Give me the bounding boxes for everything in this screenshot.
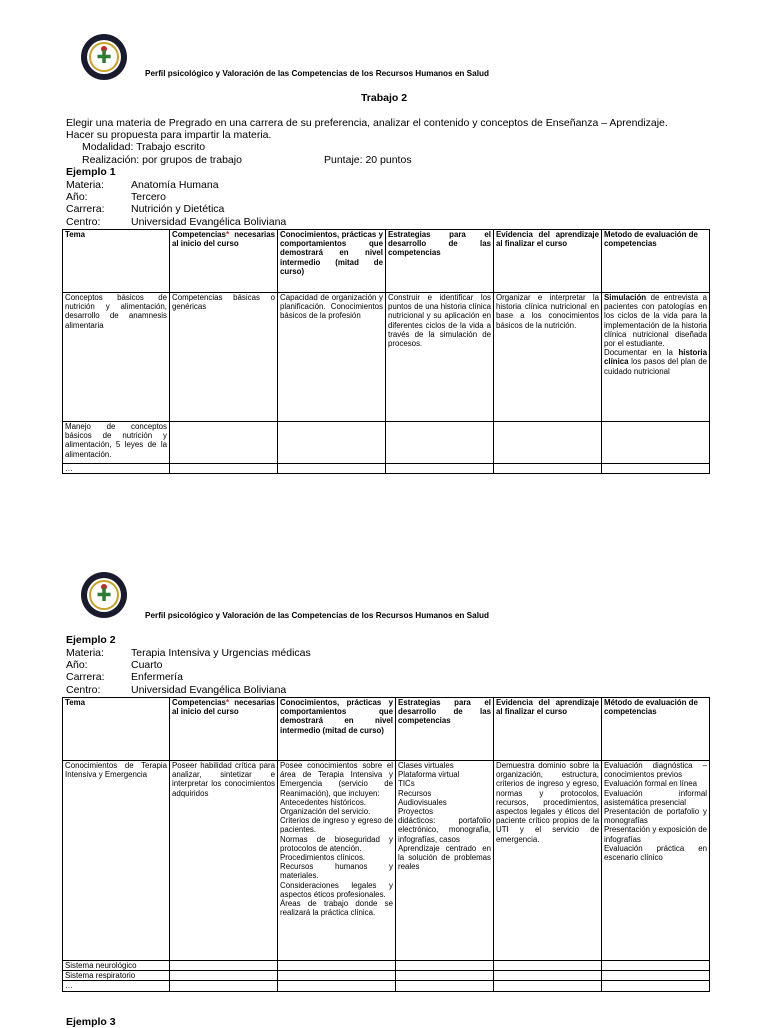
header-estrategias: Estrategias para el desarrollo de las competencias: [386, 230, 494, 293]
cell-tema: Sistema respiratorio: [63, 971, 170, 981]
cell-conocimientos: Capacidad de organización y planificación. Conocimientos básicos de la profesión: [278, 293, 386, 422]
cell-tema: Conceptos básicos de nutrición y alimentación, desarrollo de anamnesis alimentaria: [63, 293, 170, 422]
cell-tema: Conocimientos de Terapia Intensiva y Emergencia: [63, 761, 170, 961]
anio-label: Año:: [66, 659, 88, 672]
anio-value: Cuarto: [131, 659, 163, 672]
puntaje-text: Puntaje: 20 puntos: [324, 154, 412, 166]
table-row: [63, 422, 710, 464]
cell-metodo: Evaluación diagnóstica – conocimientos previos Evaluación formal en línea Evaluación informal asistemática presencial Presentación de portafolio y monografías Presentación y exposición de infografías Evaluación práctica en escenario clínico: [602, 761, 710, 961]
ejemplo-1-table: [62, 229, 710, 474]
document-header-title: Perfil psicológico y Valoración de las Competencias de los Recursos Humanos en Salud: [145, 69, 489, 78]
cell-evidencia: Organizar e interpretar la historia clínica nutricional en base a los conocimientos básicos de la nutrición.: [494, 293, 602, 422]
cell-tema: Sistema neurológico: [63, 961, 170, 971]
intro-line-2: Hacer su propuesta para impartir la materia.: [66, 129, 272, 141]
ejemplo-2-info: [66, 647, 311, 696]
cell-competencias: Competencias básicas o genéricas: [170, 293, 278, 422]
header-evidencia: Evidencia del aprendizaje al finalizar el curso: [494, 698, 602, 761]
carrera-label: Carrera:: [66, 671, 105, 684]
cell-evidencia: Demuestra dominio sobre la organización, estructura, criterios de ingreso y egreso, normas y protocolos, recursos, procedimientos, aspectos legales y éticos del paciente crítico propios de la UTI y el servicio de emergencia.: [494, 761, 602, 961]
table-header-row: [63, 698, 710, 761]
anio-value: Tercero: [131, 191, 167, 204]
header-metodo: Método de evaluación de competencias: [602, 698, 710, 761]
carrera-label: Carrera:: [66, 203, 105, 216]
document-header-title: Perfil psicológico y Valoración de las Competencias de los Recursos Humanos en Salud: [145, 611, 489, 620]
table-row: [63, 761, 710, 961]
modalidad-text: Modalidad: Trabajo escrito: [82, 141, 206, 153]
materia-value: Terapia Intensiva y Urgencias médicas: [131, 647, 311, 659]
cross-emblem-icon: ✚: [96, 584, 112, 606]
university-logo: [81, 34, 127, 80]
materia-label: Materia:: [66, 179, 104, 191]
ejemplo-3-title: Ejemplo 3: [66, 1016, 116, 1028]
centro-label: Centro:: [66, 683, 101, 696]
table-row: [63, 293, 710, 422]
table-row: [63, 971, 710, 981]
table-row: [63, 961, 710, 971]
cell-tema: Manejo de conceptos básicos de nutrición y alimentación, 5 leyes de la alimentación.: [63, 422, 170, 464]
centro-value: Universidad Evangélica Boliviana: [131, 683, 287, 696]
centro-label: Centro:: [66, 215, 101, 228]
cell-tema: …: [63, 464, 170, 474]
ejemplo-2-table: [62, 697, 710, 992]
ejemplo-2-title: Ejemplo 2: [66, 634, 116, 646]
header-conocimientos: Conocimientos, prácticas y comportamientos que demostrará en nivel intermedio (mitad de curso): [278, 698, 396, 761]
table-row: [63, 981, 710, 991]
materia-label: Materia:: [66, 647, 104, 659]
carrera-value: Enfermería: [131, 671, 183, 684]
header-tema: Tema: [63, 698, 170, 761]
cell-estrategias: Clases virtuales Plataforma virtual TICs Recursos Audiovisuales Proyectos didácticos: portafolio electrónico, monografía, infografías, casos Aprendizaje centrado en la solución de problemas reales: [396, 761, 494, 961]
table-row: [63, 464, 710, 474]
carrera-value: Nutrición y Dietética: [131, 203, 225, 216]
page-title: Trabajo 2: [360, 92, 408, 104]
header-estrategias: Estrategias para el desarrollo de las competencias: [396, 698, 494, 761]
header-competencias: Competencias* necesarias al inicio del curso: [170, 230, 278, 293]
table-header-row: [63, 230, 710, 293]
intro-line-1: Elegir una materia de Pregrado en una carrera de su preferencia, analizar el contenido y conceptos de Enseñanza – Aprendizaje.: [66, 117, 668, 129]
cell-estrategias: Construir e identificar los puntos de una historia clínica nutricional y su aplicación en diferentes ciclos de la vida a través de la simulación de procesos.: [386, 293, 494, 422]
header-evidencia: Evidencia del aprendizaje al finalizar el curso: [494, 230, 602, 293]
cell-competencias: Poseer habilidad crítica para analizar, sintetizar e interpretar los conocimientos adquiridos: [170, 761, 278, 961]
header-conocimientos: Conocimientos, prácticas y comportamientos que demostrará en nivel intermedio (mitad de curso): [278, 230, 386, 293]
ejemplo-1-info: [66, 179, 286, 228]
centro-value: Universidad Evangélica Boliviana: [131, 215, 287, 228]
anio-label: Año:: [66, 191, 88, 204]
university-logo: [81, 572, 127, 618]
materia-value: Anatomía Humana: [131, 179, 219, 191]
realizacion-text: Realización: por grupos de trabajo: [82, 154, 242, 166]
header-metodo: Metodo de evaluación de competencias: [602, 230, 710, 293]
ejemplo-1-title: Ejemplo 1: [66, 166, 116, 178]
cross-emblem-icon: ✚: [96, 46, 112, 68]
cell-metodo: Simulación de entrevista a pacientes con patologías en los ciclos de la vida para la implementación de la historia clínica nutricional diseñada por el estudiante. Documentar en la historia clínica los pasos del plan de cuidado nutricional: [602, 293, 710, 422]
header-tema: Tema: [63, 230, 170, 293]
cell-conocimientos: Posee conocimientos sobre el área de Terapia Intensiva y Emergencia (servicio de Reanimación), que incluyen: Antecedentes históricos. Organización del servicio. Criterios de ingreso y egreso de pacientes. Normas de bioseguridad y protocolos de atención. Procedimientos clínicos. Recursos humanos y materiales. Consideraciones legales y aspectos éticos profesionales. Áreas de trabajo donde se realizará la práctica clínica.: [278, 761, 396, 961]
cell-tema: …: [63, 981, 170, 991]
header-competencias: Competencias* necesarias al inicio del curso: [170, 698, 278, 761]
